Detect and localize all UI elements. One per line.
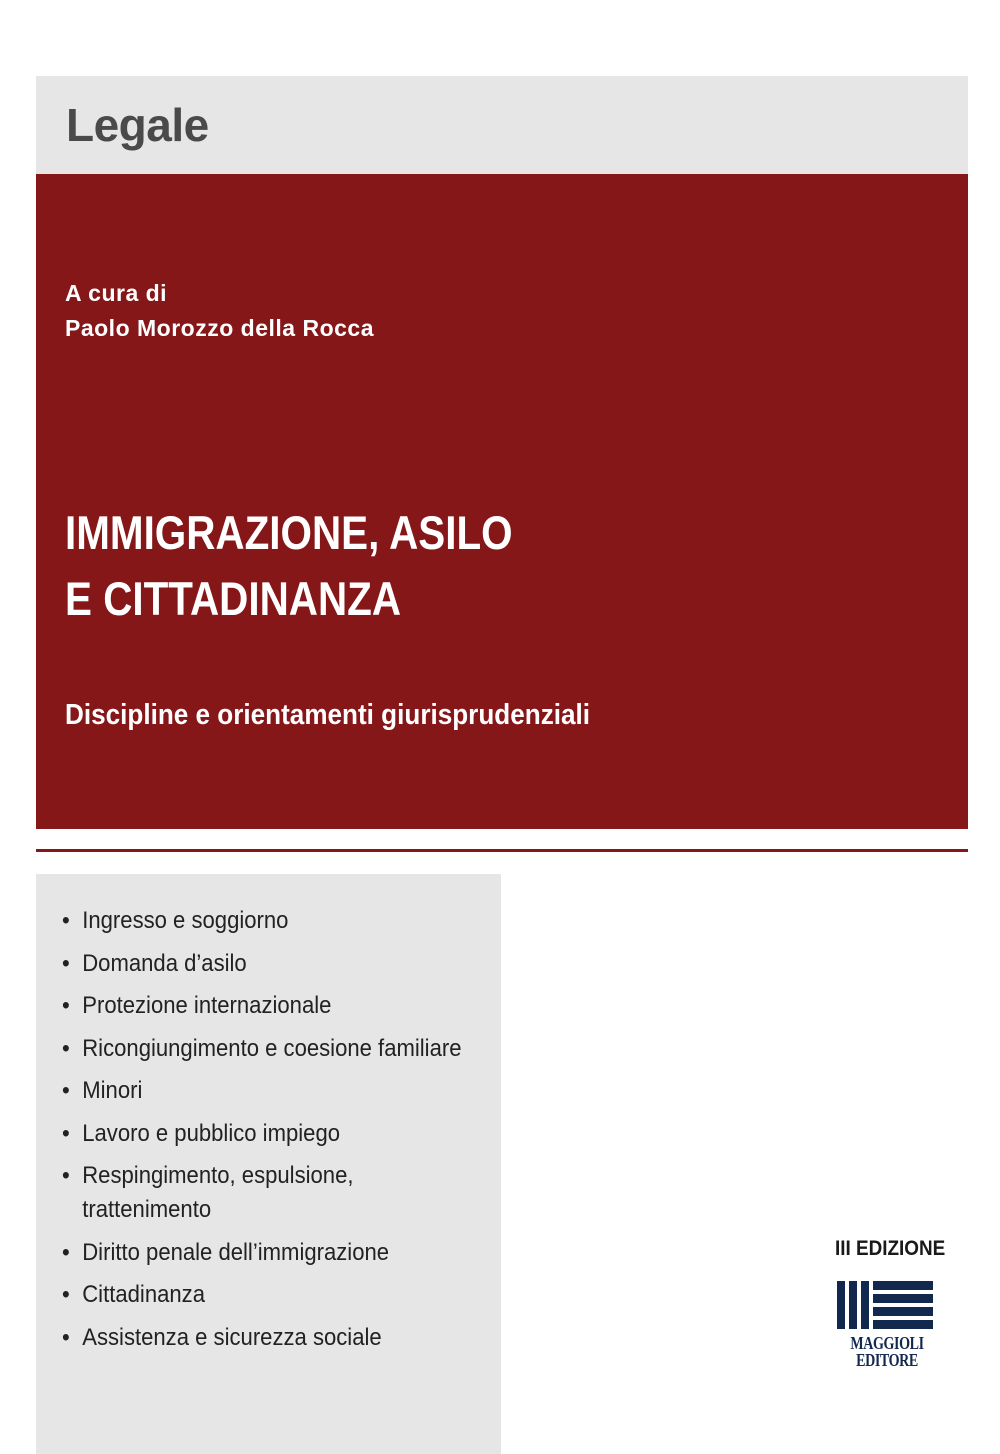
topics-list xyxy=(62,904,502,1363)
bullet-icon: • xyxy=(62,1323,70,1351)
series-label: Legale xyxy=(66,99,209,151)
bullet-icon: • xyxy=(62,1077,70,1104)
maggioli-logo-icon xyxy=(835,1279,935,1331)
divider-rule xyxy=(36,849,968,852)
topic-item: • Respingimento, espulsione, xyxy=(62,1159,467,1193)
bullet-icon: • xyxy=(62,907,70,934)
topic-item: • Lavoro e pubblico impiego xyxy=(62,1117,467,1151)
topic-item: • Assistenza e sicurezza sociale xyxy=(62,1321,467,1355)
bullet-icon: • xyxy=(62,1034,70,1062)
bullet-icon: • xyxy=(62,949,70,977)
topic-item-continuation: trattenimento xyxy=(82,1196,212,1223)
book-title-line-2: E CITTADINANZA xyxy=(65,572,402,625)
publisher-name-line-2: EDITORE xyxy=(856,1350,918,1370)
bullet-icon: • xyxy=(62,1238,70,1266)
topic-item: • Minori xyxy=(62,1074,467,1108)
topic-item: • Domanda d’asilo xyxy=(62,947,467,981)
topic-item: • Diritto penale dell’immigrazione xyxy=(62,1236,467,1270)
publisher-name-line-1: MAGGIOLI xyxy=(850,1333,924,1353)
bullet-icon: • xyxy=(62,1119,70,1147)
topic-item: • Ingresso e soggiorno xyxy=(62,904,467,938)
bullet-icon: • xyxy=(62,992,70,1019)
topic-item: • Ricongiungimento e coesione familiare xyxy=(62,1032,467,1066)
editor-prefix: A cura di xyxy=(65,280,168,306)
bullet-icon: • xyxy=(62,1162,70,1189)
bullet-icon: • xyxy=(62,1281,70,1308)
topics-box xyxy=(36,874,501,1454)
edition-label: III EDIZIONE xyxy=(835,1237,946,1260)
title-panel xyxy=(36,174,968,829)
topic-item: • Cittadinanza xyxy=(62,1278,467,1312)
book-title xyxy=(65,500,513,632)
topic-item: • Protezione internazionale xyxy=(62,989,467,1023)
series-band xyxy=(36,76,968,174)
book-subtitle: Discipline e orientamenti giurisprudenziali xyxy=(65,699,591,731)
publisher-logo xyxy=(835,1279,938,1369)
book-title-line-1: IMMIGRAZIONE, ASILO xyxy=(65,506,513,559)
editor-name: Paolo Morozzo della Rocca xyxy=(65,315,374,341)
